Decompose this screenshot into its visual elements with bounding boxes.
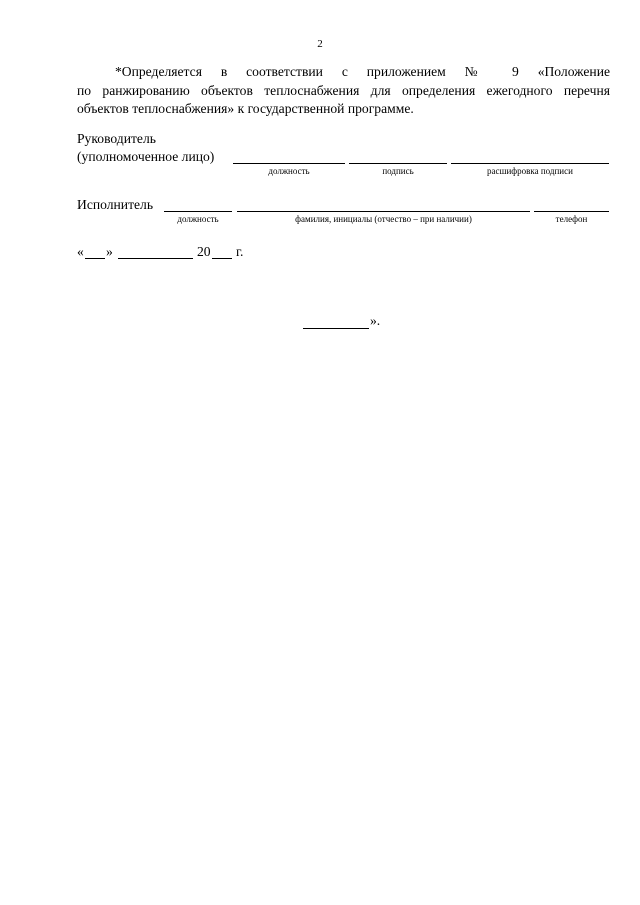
- executor-position-line[interactable]: [164, 211, 232, 212]
- head-position-line[interactable]: [233, 163, 345, 164]
- date-open-quote: «: [77, 244, 84, 259]
- executor-phone-line[interactable]: [534, 211, 609, 212]
- head-decoding-caption: расшифровка подписи: [487, 166, 573, 176]
- closing-line: [303, 328, 369, 329]
- executor-name-line[interactable]: [237, 211, 530, 212]
- footnote-line-3: объектов теплоснабжения» к государственной программе.: [77, 101, 414, 116]
- head-signature-line[interactable]: [349, 163, 447, 164]
- date-month-line[interactable]: [118, 258, 193, 259]
- page-number: 2: [317, 38, 323, 50]
- footnote: [77, 63, 610, 119]
- head-decoding-line[interactable]: [451, 163, 609, 164]
- date-year-prefix: 20: [197, 244, 211, 259]
- date-year-suffix: г.: [236, 244, 244, 259]
- head-label-sub: (уполномоченное лицо): [77, 149, 215, 164]
- executor-label: Исполнитель: [77, 197, 154, 212]
- head-position-caption: должность: [268, 166, 310, 176]
- date-day-line[interactable]: [85, 258, 105, 259]
- date-year-line[interactable]: [212, 258, 232, 259]
- date-close-quote: »: [106, 244, 113, 259]
- executor-name-caption: фамилия, инициалы (отчество – при наличии): [295, 214, 472, 224]
- head-signature-caption: подпись: [382, 166, 414, 176]
- head-label: Руководитель: [77, 131, 156, 146]
- closing-mark: ».: [370, 313, 381, 328]
- executor-position-caption: должность: [177, 214, 219, 224]
- footnote-line-2: по ранжированию объектов теплоснабжения для определения ежегодного перечня: [77, 82, 610, 98]
- footnote-line-1: *Определяется в соответствии с приложением № 9 «Положение: [115, 64, 610, 79]
- executor-phone-caption: телефон: [555, 214, 588, 224]
